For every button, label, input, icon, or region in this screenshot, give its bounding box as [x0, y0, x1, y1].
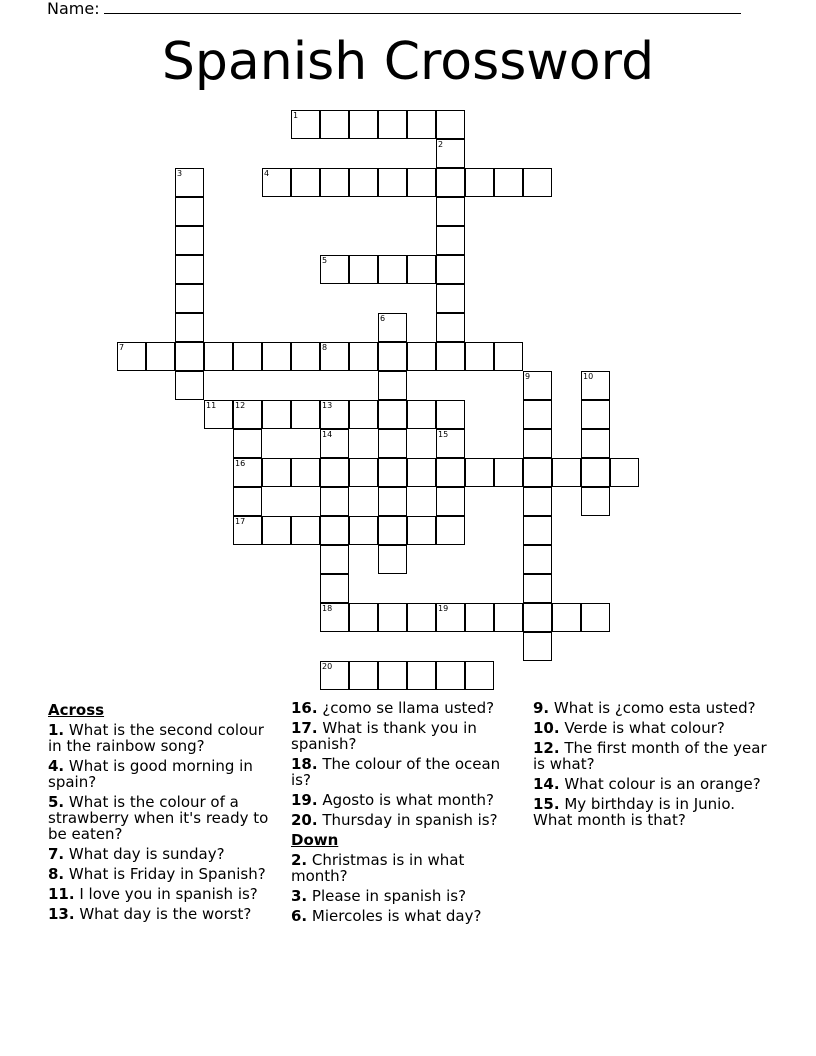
grid-cell[interactable]	[320, 400, 349, 429]
grid-cell[interactable]	[465, 342, 494, 371]
grid-cell[interactable]	[407, 400, 436, 429]
clue-item-number: 20.	[291, 811, 318, 829]
grid-cell[interactable]	[552, 458, 581, 487]
clue-number: 14	[322, 430, 333, 439]
grid-cell[interactable]	[436, 313, 465, 342]
grid-cell[interactable]	[291, 458, 320, 487]
clue-number: 8	[322, 343, 328, 352]
grid-cell[interactable]	[320, 458, 349, 487]
grid-cell[interactable]	[465, 661, 494, 690]
grid-cell[interactable]	[320, 429, 349, 458]
clue-number: 15	[438, 430, 449, 439]
across-heading: Across	[48, 701, 105, 719]
grid-cell[interactable]	[378, 342, 407, 371]
clue-number: 10	[583, 372, 594, 381]
clue-item-text: What colour is an orange?	[559, 775, 761, 793]
grid-cell[interactable]	[233, 429, 262, 458]
clue-item-text: I love you in spanish is?	[74, 885, 258, 903]
clue-number: 7	[119, 343, 125, 352]
grid-cell[interactable]	[378, 371, 407, 400]
clue-item	[48, 846, 280, 862]
down-clue-list-continued	[533, 700, 768, 828]
clue-number: 9	[525, 372, 531, 381]
grid-cell[interactable]	[581, 458, 610, 487]
grid-cell[interactable]	[436, 429, 465, 458]
grid-cell[interactable]	[349, 110, 378, 139]
grid-cell[interactable]	[552, 603, 581, 632]
clue-item-text: What day is the worst?	[74, 905, 252, 923]
grid-cell[interactable]	[320, 516, 349, 545]
clue-item	[48, 722, 280, 754]
grid-cell[interactable]	[349, 458, 378, 487]
grid-cell[interactable]	[349, 255, 378, 284]
clue-number: 16	[235, 459, 246, 468]
clue-item-text: What is ¿como esta usted?	[549, 699, 756, 717]
grid-cell[interactable]	[494, 342, 523, 371]
clue-item-number: 12.	[533, 739, 560, 757]
clue-item-number: 7.	[48, 845, 65, 863]
grid-cell[interactable]	[581, 371, 610, 400]
clue-number: 17	[235, 517, 246, 526]
grid-cell[interactable]	[175, 168, 204, 197]
clue-item	[291, 888, 523, 904]
clue-item-number: 3.	[291, 887, 308, 905]
clue-item	[291, 908, 523, 924]
grid-cell[interactable]	[523, 400, 552, 429]
grid-cell[interactable]	[262, 342, 291, 371]
grid-cell[interactable]	[581, 429, 610, 458]
grid-cell[interactable]	[233, 400, 262, 429]
grid-cell[interactable]	[233, 342, 262, 371]
grid-cell[interactable]	[320, 110, 349, 139]
clue-item-number: 8.	[48, 865, 65, 883]
grid-cell[interactable]	[291, 516, 320, 545]
clue-number: 12	[235, 401, 246, 410]
grid-cell[interactable]	[349, 168, 378, 197]
grid-cell[interactable]	[146, 342, 175, 371]
name-blank-line[interactable]	[104, 0, 741, 14]
clue-item	[291, 812, 523, 828]
grid-cell[interactable]	[378, 487, 407, 516]
grid-cell[interactable]	[523, 168, 552, 197]
grid-cell[interactable]	[494, 168, 523, 197]
clue-item-text: Agosto is what month?	[317, 791, 494, 809]
grid-cell[interactable]	[349, 603, 378, 632]
grid-cell[interactable]	[407, 110, 436, 139]
clue-number: 13	[322, 401, 333, 410]
clue-item-text: The first month of the year is what?	[533, 739, 767, 773]
clue-item-text: What is the second colour in the rainbow song?	[48, 721, 264, 755]
grid-cell[interactable]	[320, 168, 349, 197]
clue-item-text: What is the colour of a strawberry when it's ready to be eaten?	[48, 793, 269, 843]
page-title: Spanish Crossword	[161, 32, 655, 92]
grid-cell[interactable]	[291, 110, 320, 139]
grid-cell[interactable]	[523, 429, 552, 458]
grid-cell[interactable]	[262, 516, 291, 545]
grid-cell[interactable]	[465, 168, 494, 197]
clue-item	[48, 886, 280, 902]
clue-item-text: What is good morning in spain?	[48, 757, 253, 791]
clue-item-number: 15.	[533, 795, 560, 813]
clue-number: 3	[177, 169, 183, 178]
grid-cell[interactable]	[523, 458, 552, 487]
grid-cell[interactable]	[436, 284, 465, 313]
clue-item	[533, 740, 768, 772]
grid-cell[interactable]	[378, 661, 407, 690]
grid-cell[interactable]	[320, 603, 349, 632]
grid-cell[interactable]	[436, 168, 465, 197]
grid-cell[interactable]	[407, 168, 436, 197]
clue-item-number: 14.	[533, 775, 560, 793]
name-field	[47, 0, 741, 18]
grid-cell[interactable]	[233, 516, 262, 545]
clue-item	[291, 852, 523, 884]
clue-item	[533, 700, 768, 716]
down-clue-list	[291, 852, 523, 924]
clue-item-number: 19.	[291, 791, 318, 809]
clue-item	[533, 720, 768, 736]
grid-cell[interactable]	[204, 400, 233, 429]
grid-cell[interactable]	[581, 487, 610, 516]
grid-cell[interactable]	[320, 487, 349, 516]
clue-number: 19	[438, 604, 449, 613]
clue-number: 5	[322, 256, 328, 265]
grid-cell[interactable]	[436, 400, 465, 429]
clue-item-number: 17.	[291, 719, 318, 737]
clue-item-number: 1.	[48, 721, 65, 739]
clue-number: 4	[264, 169, 270, 178]
clue-item-text: Christmas is in what month?	[291, 851, 465, 885]
grid-cell[interactable]	[320, 342, 349, 371]
grid-cell[interactable]	[320, 574, 349, 603]
clue-item	[533, 796, 768, 828]
grid-cell[interactable]	[378, 168, 407, 197]
grid-cell[interactable]	[407, 458, 436, 487]
clue-item-text: Please in spanish is?	[307, 887, 467, 905]
clues-column-2	[291, 700, 523, 928]
clue-item-text: The colour of the ocean is?	[291, 755, 501, 789]
grid-cell[interactable]	[581, 400, 610, 429]
clue-number: 6	[380, 314, 386, 323]
clue-item	[533, 776, 768, 792]
grid-cell[interactable]	[407, 255, 436, 284]
grid-cell[interactable]	[378, 313, 407, 342]
grid-cell[interactable]	[407, 603, 436, 632]
grid-cell[interactable]	[175, 197, 204, 226]
grid-cell[interactable]	[378, 429, 407, 458]
grid-cell[interactable]	[233, 487, 262, 516]
grid-cell[interactable]	[523, 487, 552, 516]
grid-cell[interactable]	[291, 400, 320, 429]
clue-item	[48, 906, 280, 922]
grid-cell[interactable]	[436, 487, 465, 516]
grid-cell[interactable]	[378, 458, 407, 487]
grid-cell[interactable]	[523, 545, 552, 574]
grid-cell[interactable]	[436, 603, 465, 632]
grid-cell[interactable]	[262, 458, 291, 487]
grid-cell[interactable]	[407, 516, 436, 545]
grid-cell[interactable]	[291, 342, 320, 371]
grid-cell[interactable]	[465, 458, 494, 487]
across-clue-list	[48, 722, 280, 922]
clue-number: 2	[438, 140, 444, 149]
grid-cell[interactable]	[436, 458, 465, 487]
grid-cell[interactable]	[378, 255, 407, 284]
clue-item-text: What is Friday in Spanish?	[64, 865, 266, 883]
grid-cell[interactable]	[349, 342, 378, 371]
clue-item	[48, 794, 280, 842]
grid-cell[interactable]	[407, 342, 436, 371]
grid-cell[interactable]	[175, 371, 204, 400]
grid-cell[interactable]	[610, 458, 639, 487]
clue-item-number: 5.	[48, 793, 65, 811]
clue-item	[291, 700, 523, 716]
clue-item-text: Thursday in spanish is?	[317, 811, 498, 829]
grid-cell[interactable]	[175, 226, 204, 255]
grid-cell[interactable]	[436, 110, 465, 139]
grid-cell[interactable]	[233, 458, 262, 487]
grid-cell[interactable]	[320, 545, 349, 574]
clue-item-number: 10.	[533, 719, 560, 737]
clue-item-number: 4.	[48, 757, 65, 775]
clue-number: 1	[293, 111, 299, 120]
grid-cell[interactable]	[523, 632, 552, 661]
grid-cell[interactable]	[175, 255, 204, 284]
clue-item-text: What is thank you in spanish?	[291, 719, 477, 753]
grid-cell[interactable]	[349, 400, 378, 429]
grid-cell[interactable]	[320, 255, 349, 284]
clue-item-number: 6.	[291, 907, 308, 925]
grid-cell[interactable]	[581, 603, 610, 632]
clue-item-text: Verde is what colour?	[559, 719, 725, 737]
clue-item	[48, 866, 280, 882]
grid-cell[interactable]	[436, 139, 465, 168]
clue-item-text: What day is sunday?	[64, 845, 225, 863]
clue-item-number: 2.	[291, 851, 308, 869]
grid-cell[interactable]	[117, 342, 146, 371]
grid-cell[interactable]	[436, 661, 465, 690]
grid-cell[interactable]	[407, 661, 436, 690]
clues-column-1	[48, 700, 280, 926]
clue-item-number: 13.	[48, 905, 75, 923]
clue-number: 11	[206, 401, 217, 410]
clue-item	[291, 792, 523, 808]
grid-cell[interactable]	[494, 603, 523, 632]
across-clue-list-continued	[291, 700, 523, 828]
clue-item-text: My birthday is in Junio. What month is that?	[533, 795, 736, 829]
name-label: Name:	[47, 0, 100, 18]
grid-cell[interactable]	[436, 226, 465, 255]
grid-cell[interactable]	[436, 516, 465, 545]
clue-item	[48, 758, 280, 790]
clue-item-text: Miercoles is what day?	[307, 907, 482, 925]
clue-item-number: 16.	[291, 699, 318, 717]
grid-cell[interactable]	[175, 342, 204, 371]
grid-cell[interactable]	[378, 516, 407, 545]
clue-number: 18	[322, 604, 333, 613]
grid-cell[interactable]	[349, 661, 378, 690]
grid-cell[interactable]	[523, 603, 552, 632]
grid-cell[interactable]	[349, 516, 378, 545]
down-heading: Down	[291, 831, 339, 849]
grid-cell[interactable]	[436, 255, 465, 284]
clue-item-text: ¿como se llama usted?	[317, 699, 495, 717]
grid-cell[interactable]	[465, 603, 494, 632]
grid-cell[interactable]	[175, 284, 204, 313]
grid-cell[interactable]	[523, 371, 552, 400]
clues-column-3	[533, 700, 768, 832]
grid-cell[interactable]	[378, 110, 407, 139]
grid-cell[interactable]	[494, 458, 523, 487]
grid-cell[interactable]	[378, 400, 407, 429]
grid-cell[interactable]	[175, 313, 204, 342]
grid-cell[interactable]	[204, 342, 233, 371]
grid-cell[interactable]	[378, 603, 407, 632]
clue-number: 20	[322, 662, 333, 671]
grid-cell[interactable]	[291, 168, 320, 197]
clue-item	[291, 756, 523, 788]
grid-cell[interactable]	[378, 545, 407, 574]
grid-cell[interactable]	[436, 197, 465, 226]
grid-cell[interactable]	[523, 574, 552, 603]
grid-cell[interactable]	[523, 516, 552, 545]
clue-item	[291, 720, 523, 752]
grid-cell[interactable]	[436, 342, 465, 371]
grid-cell[interactable]	[262, 400, 291, 429]
clue-item-number: 9.	[533, 699, 550, 717]
grid-cell[interactable]	[320, 661, 349, 690]
grid-cell[interactable]	[262, 168, 291, 197]
clue-item-number: 11.	[48, 885, 75, 903]
clue-item-number: 18.	[291, 755, 318, 773]
